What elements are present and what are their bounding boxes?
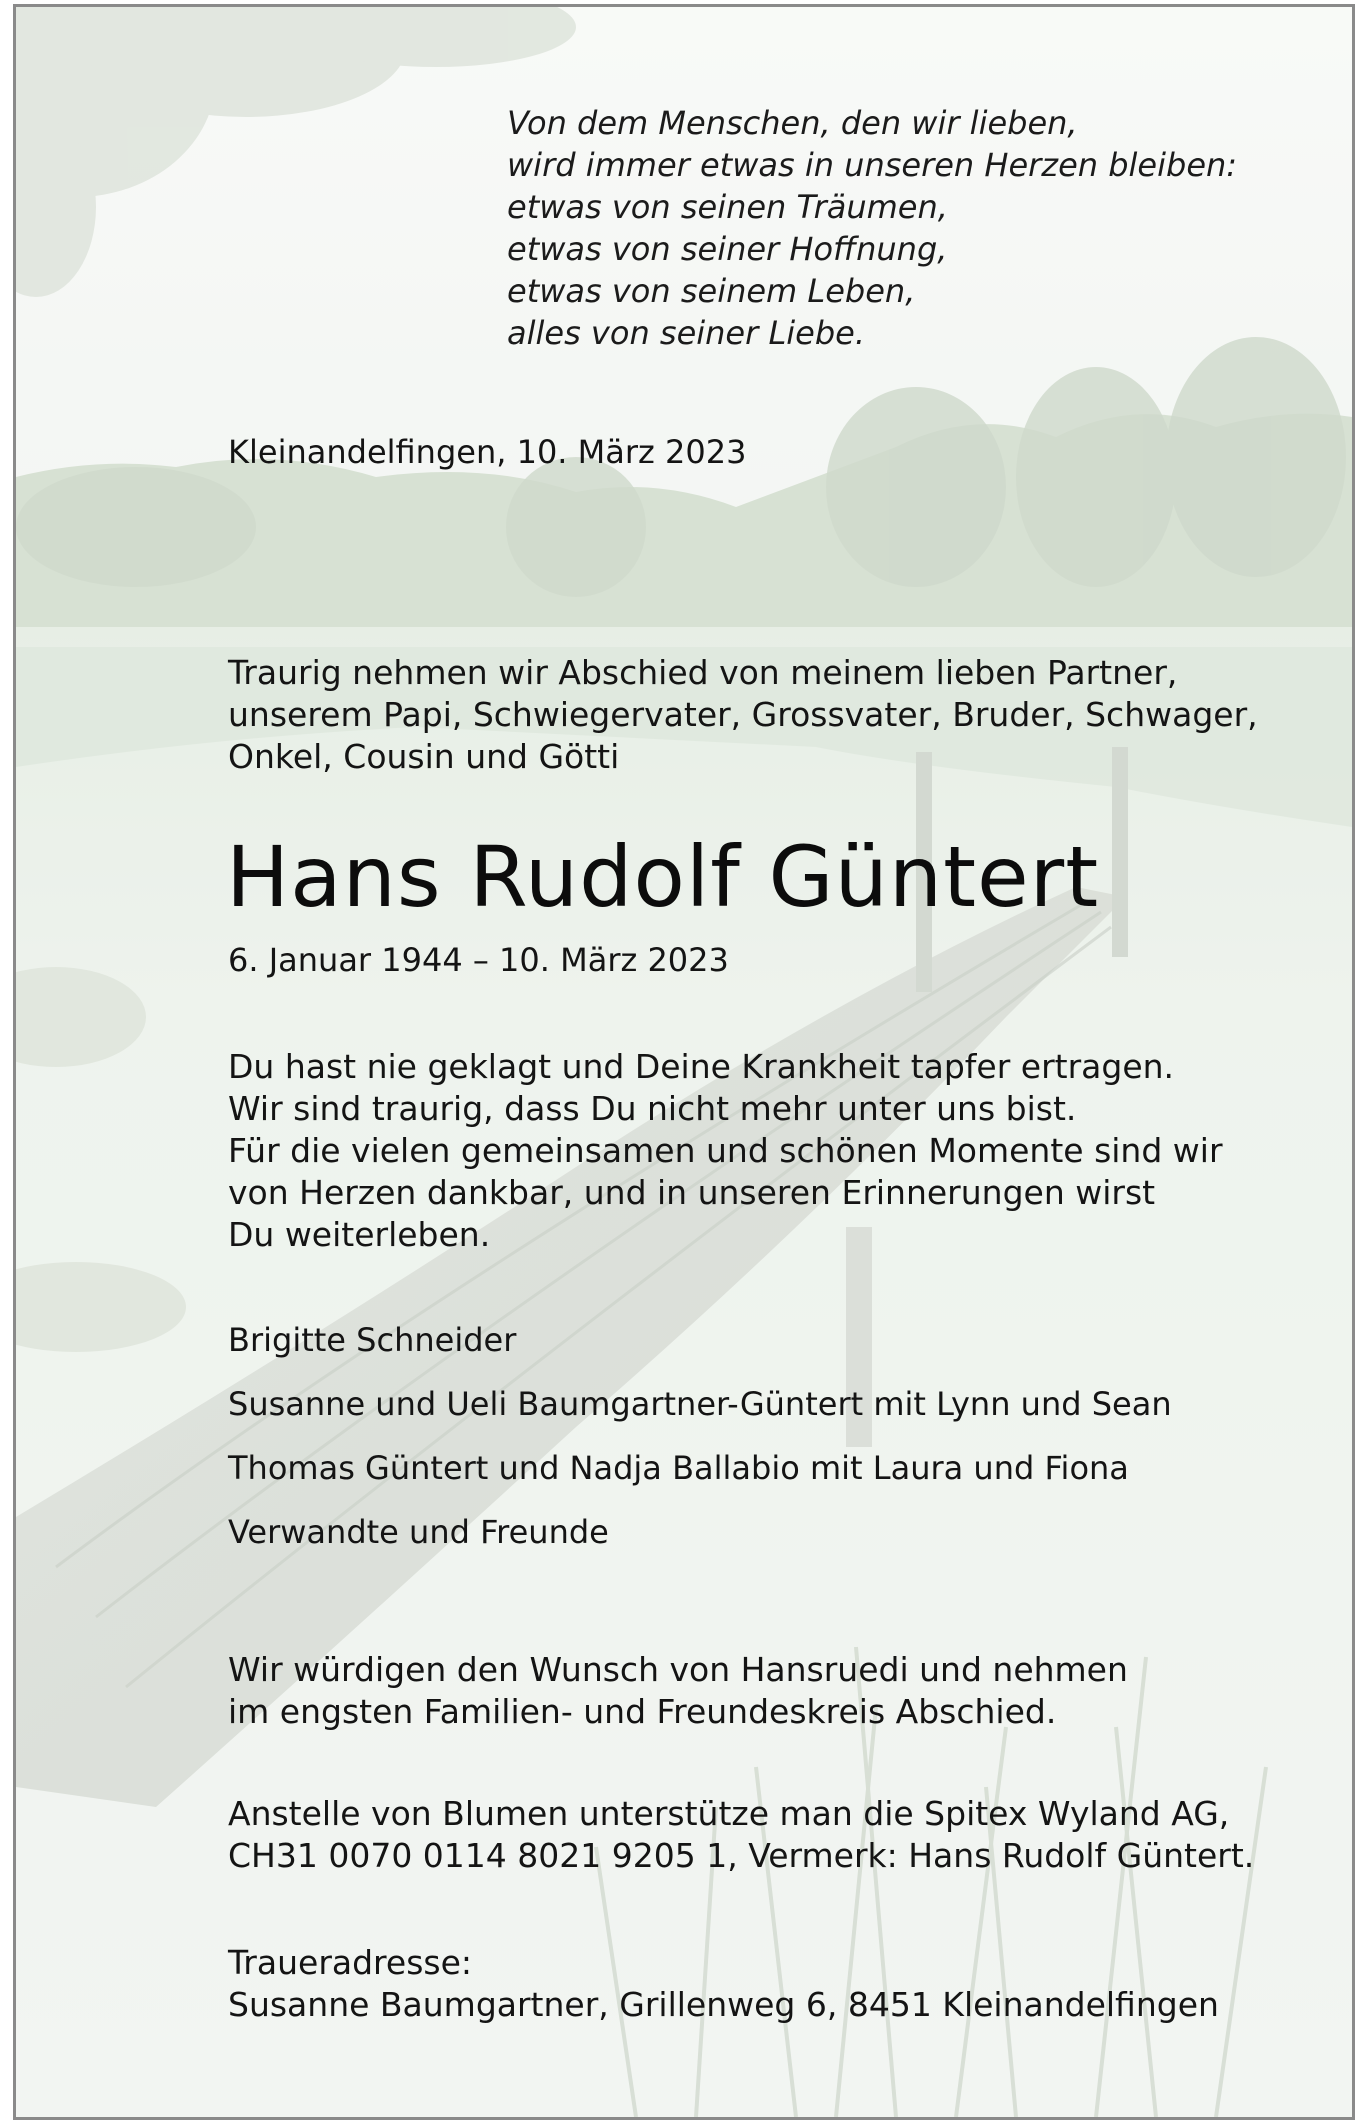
tribute-text xyxy=(228,1046,1223,1256)
poem-line: alles von seiner Liebe. xyxy=(507,314,866,352)
address-value: Susanne Baumgartner, Grillenweg 6, 8451 Kleinandelfingen xyxy=(228,1985,1219,2024)
tribute-line: Wir sind traurig, dass Du nicht mehr unter uns bist. xyxy=(228,1089,1077,1128)
intro-text xyxy=(228,652,1258,778)
donation-line: CH31 0070 0114 8021 9205 1, Vermerk: Hans Rudolf Güntert. xyxy=(228,1836,1255,1875)
wish-line: Wir würdigen den Wunsch von Hansruedi und nehmen xyxy=(228,1650,1128,1689)
donation-line: Anstelle von Blumen unterstütze man die Spitex Wyland AG, xyxy=(228,1794,1230,1833)
mourning-address xyxy=(228,1942,1219,2026)
poem-line: wird immer etwas in unseren Herzen bleiben: xyxy=(507,146,1238,184)
intro-line: Onkel, Cousin und Götti xyxy=(228,737,620,776)
mourner-name: Verwandte und Freunde xyxy=(228,1513,609,1551)
tribute-line: Für die vielen gemeinsamen und schönen Momente sind wir xyxy=(228,1131,1223,1170)
donation-note xyxy=(228,1793,1254,1877)
farewell-wish xyxy=(228,1649,1128,1733)
deceased-name: Hans Rudolf Güntert xyxy=(226,828,1100,926)
wish-line: im engsten Familien- und Freundeskreis Abschied. xyxy=(228,1692,1057,1731)
poem xyxy=(507,102,1237,354)
tribute-line: von Herzen dankbar, und in unseren Erinnerungen wirst xyxy=(228,1173,1156,1212)
place-date: Kleinandelfingen, 10. März 2023 xyxy=(228,433,747,471)
address-label: Traueradresse: xyxy=(228,1943,473,1982)
intro-line: Traurig nehmen wir Abschied von meinem lieben Partner, xyxy=(228,653,1178,692)
mourner-name: Brigitte Schneider xyxy=(228,1321,517,1359)
obituary-frame xyxy=(13,4,1355,2120)
poem-line: etwas von seiner Hoffnung, xyxy=(507,230,948,268)
tribute-line: Du weiterleben. xyxy=(228,1215,491,1254)
tribute-line: Du hast nie geklagt und Deine Krankheit tapfer ertragen. xyxy=(228,1047,1175,1086)
poem-line: Von dem Menschen, den wir lieben, xyxy=(507,104,1078,142)
mourner-name: Susanne und Ueli Baumgartner-Güntert mit Lynn und Sean xyxy=(228,1385,1172,1423)
poem-line: etwas von seinen Träumen, xyxy=(507,188,948,226)
poem-line: etwas von seinem Leben, xyxy=(507,272,916,310)
life-dates: 6. Januar 1944 – 10. März 2023 xyxy=(228,941,729,979)
intro-line: unserem Papi, Schwiegervater, Grossvater, Bruder, Schwager, xyxy=(228,695,1258,734)
mourner-name: Thomas Güntert und Nadja Ballabio mit Laura und Fiona xyxy=(228,1449,1129,1487)
